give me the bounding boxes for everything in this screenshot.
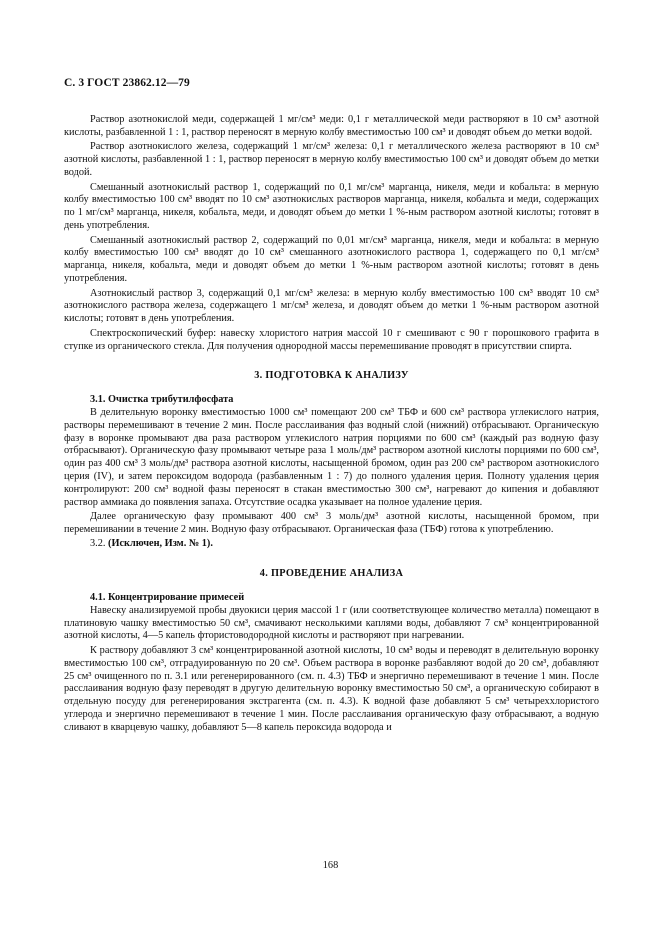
section-heading-3: 3. ПОДГОТОВКА К АНАЛИЗУ — [254, 370, 409, 382]
item-3-2 — [64, 538, 599, 551]
item-3-2-text: 3.2. (Исключен, Изм. № 1). — [90, 538, 213, 550]
document-body — [64, 114, 599, 736]
reagent-paragraph: Спектроскопический буфер: навеску хлористого натрия массой 10 г смешивают с 90 г порошкового графита в ступке из органического стекла. Для получения однородной массы перемешивание проводят в присутствии спирта. — [64, 327, 599, 352]
section4-paragraph: К раствору добавляют 3 см³ концентрированной азотной кислоты, 10 см³ воды и переводят в делительную воронку вместимостью 100 см³, отградуированную по 20 см³. Объем раствора в воронке разбавляют водой до 20 см³, добавляют 25 см³ очищенного по п. 3.1 или регенерированного (см. п. 4.3) ТБФ и энергично перемешивают в течение 1 мин. После расслаивания водную фазу переводят в другую делительную воронку вместимостью 50 см³, а органическую собирают в отдельную посуду для регенерирования экстрагента (см. п. 4.3). К водной фазе добавляют 5 см³ четыреххлористого углерода и энергично перемешивают в течение 1 мин. После расслаивания органическую фазу отбрасывают, а водную сливают в кварцевую чашку, добавляют 5—8 капель пероксида водорода и — [64, 645, 599, 733]
reagent-paragraph: Раствор азотнокислой меди, содержащей 1 мг/см³ меди: 0,1 г металлической меди растворяют в 10 см³ азотной кислоты, разбавленной 1 : 1, раствор переносят в мерную колбу вместимостью 100 см³ и доводят объем до метки водой. — [64, 114, 599, 138]
item-3-2-note: (Исключен, Изм. № 1). — [108, 538, 213, 550]
subsection-heading-3-1: 3.1. Очистка трибутилфосфата — [90, 394, 234, 406]
reagent-paragraph: Смешанный азотнокислый раствор 2, содержащий по 0,01 мг/см³ марганца, никеля, меди и кобальта: в мерную колбу вместимостью 100 см³ вводят до 10 см³ смешанного азотнокислого раствора 1, содержащего по 0,1 мг/см³ марганца, никеля, кобальта, меди и доводят объем до метки 1 %-ным раствором азотной кислоты; готовят в день употребления. — [64, 234, 599, 284]
page-number: 168 — [322, 860, 339, 871]
section-heading-4: 4. ПРОВЕДЕНИЕ АНАЛИЗА — [259, 568, 404, 580]
subsection-heading-4-1: 4.1. Концентрирование примесей — [90, 592, 245, 604]
reagent-paragraph: Раствор азотнокислого железа, содержащий 1 мг/см³ железа: 0,1 г металлического железа растворяют в 10 см³ азотной кислоты, разбавленной 1 : 1, раствор переносят в мерную колбу вместимостью 100 см³ и доводят объем до метки водой. — [64, 141, 599, 178]
reagent-paragraph: Смешанный азотнокислый раствор 1, содержащий по 0,1 мг/см³ марганца, никеля, меди и кобальта: в мерную колбу вместимостью 100 см³ вводят по 10 см³ азотнокислых растворов марганца, никеля, кобальта и меди, содержащих по 1 мг/см³ марганца, никеля, кобальта, меди, и доводят объем до метки 1 %-ным раствором азотной кислоты; готовят в день употребления. — [64, 181, 599, 231]
section3-paragraph: В делительную воронку вместимостью 1000 см³ помещают 200 см³ ТБФ и 600 см³ раствора углекислого натрия, растворы перемешивают в течение 2 мин. После расслаивания фаз водный слой (нижний) отбрасывают. Органическую фазу в воронке промывают два раза раствором углекислого натрия порциями по 600 см³ (каждый раз водную фазу отбрасывают). Органическую фазу промывают четыре раза 1 моль/дм³ раствором азотной кислоты порциями по 600 см³, один раз 400 см³ 3 моль/дм³ раствора азотной кислоты, насыщенной бромом, один раз 200 см³ раствором азотнокислого церия (IV), и затем пероксидом водорода (разбавленным 1 : 7) до полного удаления церия. Полноту удаления церия контролируют: 200 см³ водной фазы переносят в стакан вместимостью 300 см³, нагревают до кипения и добавляют раствор аммиака до появления запаха. Отсутствие осадка указывает на полное удаление церия. — [64, 406, 599, 508]
running-header: С. 3 ГОСТ 23862.12—79 — [64, 77, 190, 89]
reagent-paragraph: Азотнокислый раствор 3, содержащий 0,1 мг/см³ железа: в мерную колбу вместимостью 100 см³ вводят 10 см³ азотнокислого раствора железа, содержащего 1 мг/см³ железа, и доводят объем до метки 1 %-ным раствором азотной кислоты; готовят в день употребления. — [64, 287, 599, 325]
section3-paragraph: Далее органическую фазу промывают 400 см³ 3 моль/дм³ азотной кислоты, насыщенной бромом, при перемешивании в течение 2 мин. Водную фазу отбрасывают. Органическая фаза (ТБФ) готова к употреблению. — [64, 511, 599, 535]
section4-paragraph: Навеску анализируемой пробы двуокиси церия массой 1 г (или соответствующее количество металла) помещают в платиновую чашку вместимостью 50 см³, смачивают несколькими каплями воды, добавляют 7 см³ концентрированной азотной кислоты, 4—5 капель фтористоводородной кислоты и растворяют при нагревании. — [64, 604, 599, 642]
